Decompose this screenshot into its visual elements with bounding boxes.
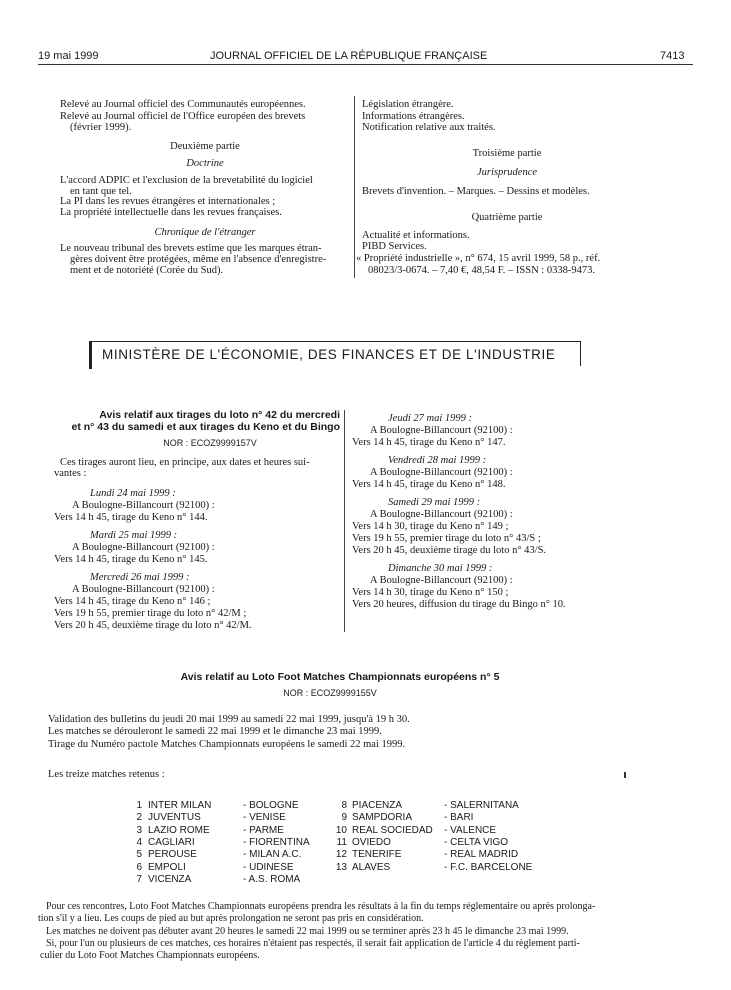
margin-mark — [624, 772, 626, 778]
text-line: Si, pour l'un ou plusieurs de ces matches, ces horaires n'étaient pas respectés, il serait fait application de l'article 4 du règlement parti- — [46, 938, 580, 949]
section-title: Deuxième partie — [170, 141, 240, 152]
text-line: Les matches ne doivent pas débuter avant 20 heures le samedi 22 mai 1999 ou se terminer après 23 h 45 le dimanche 23 mai 1999. — [46, 926, 569, 937]
schedule-day: Samedi 29 mai 1999 : — [388, 497, 481, 508]
match-number: 3 — [136, 824, 142, 836]
match-number: 10 — [335, 824, 347, 836]
text-line: tion s'il y a lieu. Les coups de pied au but après prolongation ne seront pas pris en considération. — [38, 913, 424, 924]
schedule-event: Vers 14 h 45, tirage du Keno n° 147. — [352, 437, 506, 448]
match-away-team: - FIORENTINA — [243, 836, 310, 848]
schedule-event: Vers 14 h 45, tirage du Keno n° 146 ; — [54, 596, 211, 607]
match-home-team: INTER MILAN — [148, 800, 212, 811]
loto-title: Avis relatif aux tirages du loto n° 42 du mercredi — [99, 409, 340, 421]
text-line: Relevé au Journal officiel de l'Office européen des brevets — [60, 111, 306, 122]
schedule-place: A Boulogne-Billancourt (92100) : — [72, 500, 215, 511]
match-number: 13 — [335, 861, 347, 873]
match-number: 1 — [136, 800, 142, 811]
match-away-team: - UDINESE — [243, 861, 294, 873]
page-number: 7413 — [660, 50, 685, 62]
text-line: Actualité et informations. — [362, 230, 470, 241]
ministry-title: MINISTÈRE DE L'ÉCONOMIE, DES FINANCES ET DE L'INDUSTRIE — [102, 347, 556, 362]
match-away-team: - SALERNITANA — [444, 800, 519, 811]
match-away-team: - A.S. ROMA — [243, 873, 301, 885]
match-home-team: JUVENTUS — [148, 812, 201, 824]
schedule-day: Dimanche 30 mai 1999 : — [388, 563, 493, 574]
schedule-event: Vers 14 h 30, tirage du Keno n° 149 ; — [352, 521, 509, 532]
schedule-day: Jeudi 27 mai 1999 : — [388, 413, 472, 424]
text-line: « Propriété industrielle », n° 674, 15 avril 1999, 58 p., réf. — [356, 253, 601, 264]
section-title: Quatrième partie — [471, 212, 543, 223]
text-line: Les matches se dérouleront le samedi 22 mai 1999 et le dimanche 23 mai 1999. — [48, 726, 382, 737]
column-divider — [344, 410, 345, 632]
text-line: Relevé au Journal officiel des Communautés européennes. — [60, 99, 306, 110]
match-number: 6 — [136, 861, 142, 873]
match-number: 9 — [341, 812, 347, 824]
schedule-day: Mardi 25 mai 1999 : — [90, 530, 178, 541]
schedule-place: A Boulogne-Billancourt (92100) : — [72, 542, 215, 553]
section-title: Troisième partie — [472, 148, 542, 159]
schedule-event: Vers 19 h 55, premier tirage du loto n° 42/M ; — [54, 608, 247, 619]
match-home-team: CAGLIARI — [148, 836, 195, 848]
text-line: ment et de notoriété (Corée du Sud). — [70, 265, 224, 276]
journal-title: JOURNAL OFFICIEL DE LA RÉPUBLIQUE FRANÇAISE — [210, 50, 488, 62]
schedule-event: Vers 14 h 45, tirage du Keno n° 148. — [352, 479, 506, 490]
schedule-event: Vers 20 heures, diffusion du tirage du Bingo n° 10. — [352, 599, 566, 610]
match-number: 4 — [136, 836, 142, 848]
text-line: PIBD Services. — [362, 241, 427, 252]
match-home-team: OVIEDO — [352, 836, 391, 848]
schedule-event: Vers 14 h 30, tirage du Keno n° 150 ; — [352, 587, 509, 598]
schedule-event: Vers 14 h 45, tirage du Keno n° 144. — [54, 512, 208, 523]
match-away-team: - VENISE — [243, 812, 286, 824]
schedule-place: A Boulogne-Billancourt (92100) : — [72, 584, 215, 595]
section-subtitle: Doctrine — [186, 158, 224, 169]
nor-reference: NOR : ECOZ9999155V — [283, 688, 377, 698]
schedule-place: A Boulogne-Billancourt (92100) : — [370, 425, 513, 436]
schedule-event: Vers 19 h 55, premier tirage du loto n° 43/S ; — [352, 533, 541, 544]
schedule-place: A Boulogne-Billancourt (92100) : — [370, 575, 513, 586]
match-home-team: PEROUSE — [148, 849, 197, 861]
match-number: 5 — [136, 849, 142, 861]
match-number: 8 — [341, 800, 347, 811]
text-line: La PI dans les revues étrangères et internationales ; — [60, 196, 276, 207]
match-away-team: - F.C. BARCELONE — [444, 861, 533, 873]
text-line: gères doivent être protégées, même en l'absence d'enregistre- — [70, 254, 327, 265]
section-subtitle: Jurisprudence — [476, 167, 538, 178]
section-subtitle: Chronique de l'étranger — [154, 227, 256, 238]
text-line: L'accord ADPIC et l'exclusion de la brevetabilité du logiciel — [60, 175, 313, 186]
match-away-team: - CELTA VIGO — [444, 836, 509, 848]
schedule-day: Vendredi 28 mai 1999 : — [388, 455, 487, 466]
text-line: Validation des bulletins du jeudi 20 mai 1999 au samedi 22 mai 1999, jusqu'à 19 h 30. — [48, 714, 410, 725]
header-rule — [38, 64, 693, 65]
schedule-event: Vers 20 h 45, deuxième tirage du loto n° 43/S. — [352, 545, 547, 556]
match-home-team: REAL SOCIEDAD — [352, 824, 433, 836]
text-line: Tirage du Numéro pactole Matches Championnats européens le samedi 22 mai 1999. — [48, 739, 406, 750]
match-away-team: - BOLOGNE — [243, 800, 299, 811]
match-away-team: - BARI — [444, 812, 474, 824]
schedule-event: Vers 20 h 45, deuxième tirage du loto n° 42/M. — [54, 620, 252, 631]
match-away-team: - MILAN A.C. — [243, 849, 302, 861]
text-line: Notification relative aux traités. — [362, 122, 496, 133]
match-home-team: EMPOLI — [148, 861, 186, 873]
match-number: 11 — [336, 836, 347, 848]
match-away-team: - PARME — [243, 824, 284, 836]
text-line: en tant que tel. — [70, 186, 132, 197]
text-line: vantes : — [54, 468, 87, 479]
match-home-team: TENERIFE — [352, 849, 402, 861]
schedule-day: Lundi 24 mai 1999 : — [90, 488, 176, 499]
schedule-place: A Boulogne-Billancourt (92100) : — [370, 467, 513, 478]
schedule-day: Mercredi 26 mai 1999 : — [90, 572, 190, 583]
text-line: Ces tirages auront lieu, en principe, aux dates et heures sui- — [60, 457, 310, 468]
match-home-team: VICENZA — [148, 873, 192, 885]
match-home-team: ALAVES — [352, 861, 391, 873]
foot-title: Avis relatif au Loto Foot Matches Championnats européens n° 5 — [180, 671, 500, 683]
match-home-team: PIACENZA — [352, 800, 403, 811]
text-line: La propriété intellectuelle dans les revues françaises. — [60, 207, 282, 218]
text-line: (février 1999). — [70, 122, 132, 133]
nor-reference: NOR : ECOZ9999157V — [163, 438, 257, 448]
match-number: 2 — [136, 812, 142, 824]
match-home-team: LAZIO ROME — [148, 824, 210, 836]
text-line: Brevets d'invention. – Marques. – Dessins et modèles. — [362, 186, 590, 197]
schedule-event: Vers 14 h 45, tirage du Keno n° 145. — [54, 554, 208, 565]
match-number: 7 — [136, 873, 142, 885]
header-date: 19 mai 1999 — [38, 50, 99, 62]
banner-corner — [89, 341, 92, 369]
text-line: Législation étrangère. — [362, 99, 454, 110]
match-number: 12 — [335, 849, 347, 861]
schedule-place: A Boulogne-Billancourt (92100) : — [370, 509, 513, 520]
text-line: culier du Loto Foot Matches Championnats européens. — [40, 950, 260, 961]
match-away-team: - REAL MADRID — [444, 849, 519, 861]
text-line: Pour ces rencontres, Loto Foot Matches Championnats européens prendra les résultats à la fin du temps réglementaire ou après prolonga- — [46, 901, 596, 912]
loto-title: et n° 43 du samedi et aux tirages du Keno et du Bingo — [71, 421, 340, 433]
column-divider — [354, 96, 355, 278]
text-line: Les treize matches retenus : — [48, 769, 165, 780]
match-away-team: - VALENCE — [444, 824, 497, 836]
text-line: 08023/3-0674. – 7,40 €, 48,54 F. – ISSN : 0338-9473. — [368, 265, 595, 276]
text-line: Le nouveau tribunal des brevets estime que les marques étran- — [60, 243, 322, 254]
text-line: Informations étrangères. — [362, 111, 465, 122]
match-home-team: SAMPDORIA — [352, 812, 413, 824]
